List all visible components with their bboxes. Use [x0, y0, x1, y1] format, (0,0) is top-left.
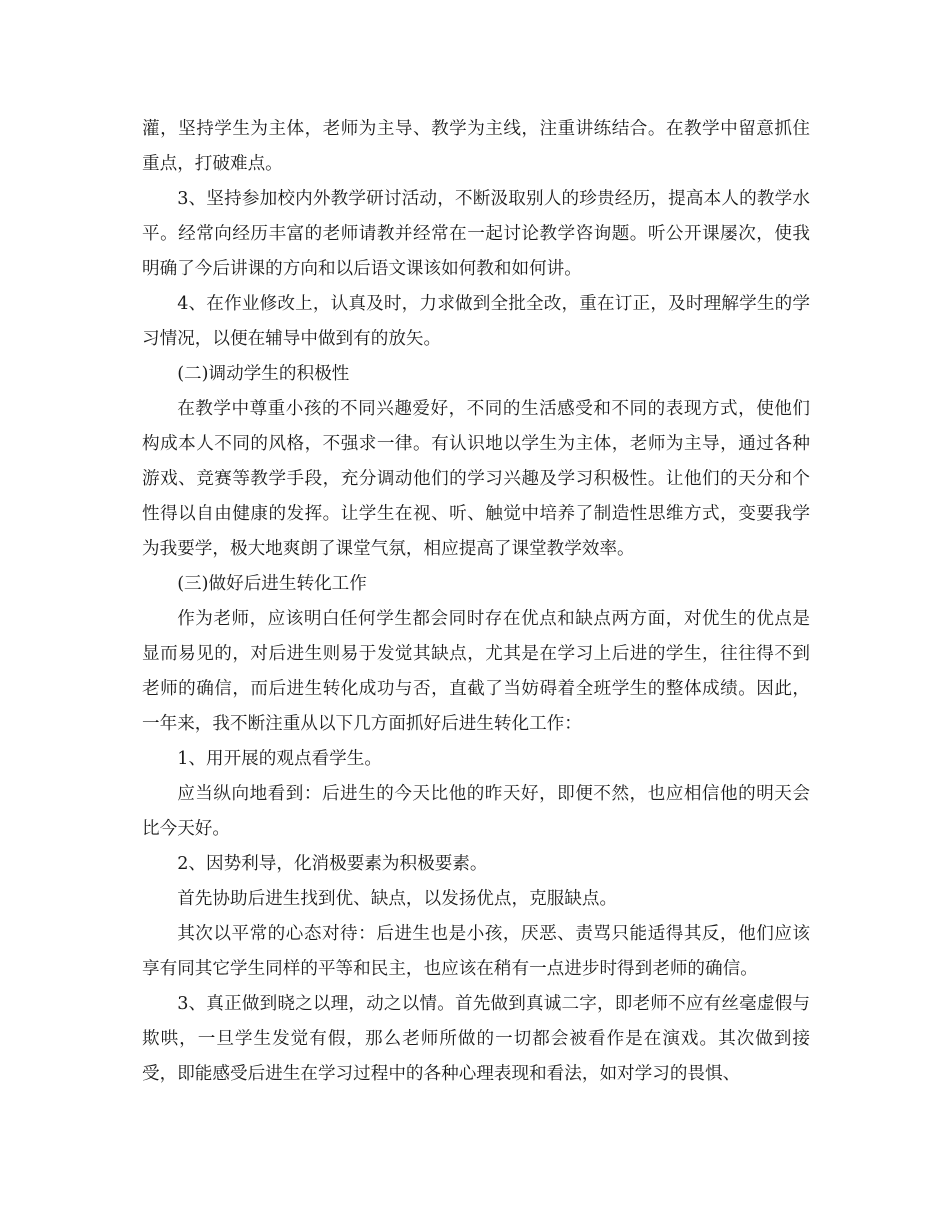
- paragraph: 在教学中尊重小孩的不同兴趣爱好，不同的生活感受和不同的表现方式，使他们构成本人不同的风格，不强求一律。有认识地以学生为主体，老师为主导，通过各种游戏、竞赛等教学手段，充分调动他们的学习兴趣及学习积极性。让他们的天分和个性得以自由健康的发挥。让学生在视、听、触觉中培养了制造性思维方式，变要我学为我要学，极大地爽朗了课堂气氛，相应提高了课堂教学效率。: [142, 399, 810, 559]
- list-item: 2、因势利导，化消极要素为积极要素。: [177, 854, 488, 874]
- paragraph: 4、在作业修改上，认真及时，力求做到全批全改，重在订正，及时理解学生的学习情况，以便在辅导中做到有的放矢。: [142, 294, 810, 349]
- list-item: 1、用开展的观点看学生。: [177, 749, 382, 769]
- section-heading: (二)调动学生的积极性: [177, 364, 350, 384]
- paragraph: 灌，坚持学生为主体，老师为主导、教学为主线，注重讲练结合。在教学中留意抓住重点，打破难点。: [142, 119, 810, 174]
- list-item: 3、真正做到晓之以理，动之以情。首先做到真诚二字，即老师不应有丝毫虚假与欺哄，一旦学生发觉有假，那么老师所做的一切都会被看作是在演戏。其次做到接受，即能感受后进生在学习过程中的各种心理表现和看法，如对学习的畏惧、: [142, 994, 810, 1084]
- paragraph: 应当纵向地看到：后进生的今天比他的昨天好，即便不然，也应相信他的明天会比今天好。: [142, 784, 810, 839]
- paragraph: 3、坚持参加校内外教学研讨活动，不断汲取别人的珍贵经历，提高本人的教学水平。经常向经历丰富的老师请教并经常在一起讨论教学咨询题。听公开课屡次，使我明确了今后讲课的方向和以后语文课该如何教和如何讲。: [142, 189, 810, 279]
- section-heading: (三)做好后进生转化工作: [177, 574, 367, 594]
- paragraph: 作为老师，应该明白任何学生都会同时存在优点和缺点两方面，对优生的优点是显而易见的，对后进生则易于发觉其缺点，尤其是在学习上后进的学生，往往得不到老师的确信，而后进生转化成功与否，直截了当妨碍着全班学生的整体成绩。因此，一年来，我不断注重从以下几方面抓好后进生转化工作：: [142, 609, 810, 734]
- paragraph: 其次以平常的心态对待：后进生也是小孩，厌恶、责骂只能适得其反，他们应该享有同其它学生同样的平等和民主，也应该在稍有一点进步时得到老师的确信。: [142, 924, 810, 979]
- document-body: [142, 112, 810, 1092]
- paragraph: 首先协助后进生找到优、缺点，以发扬优点，克服缺点。: [177, 889, 618, 909]
